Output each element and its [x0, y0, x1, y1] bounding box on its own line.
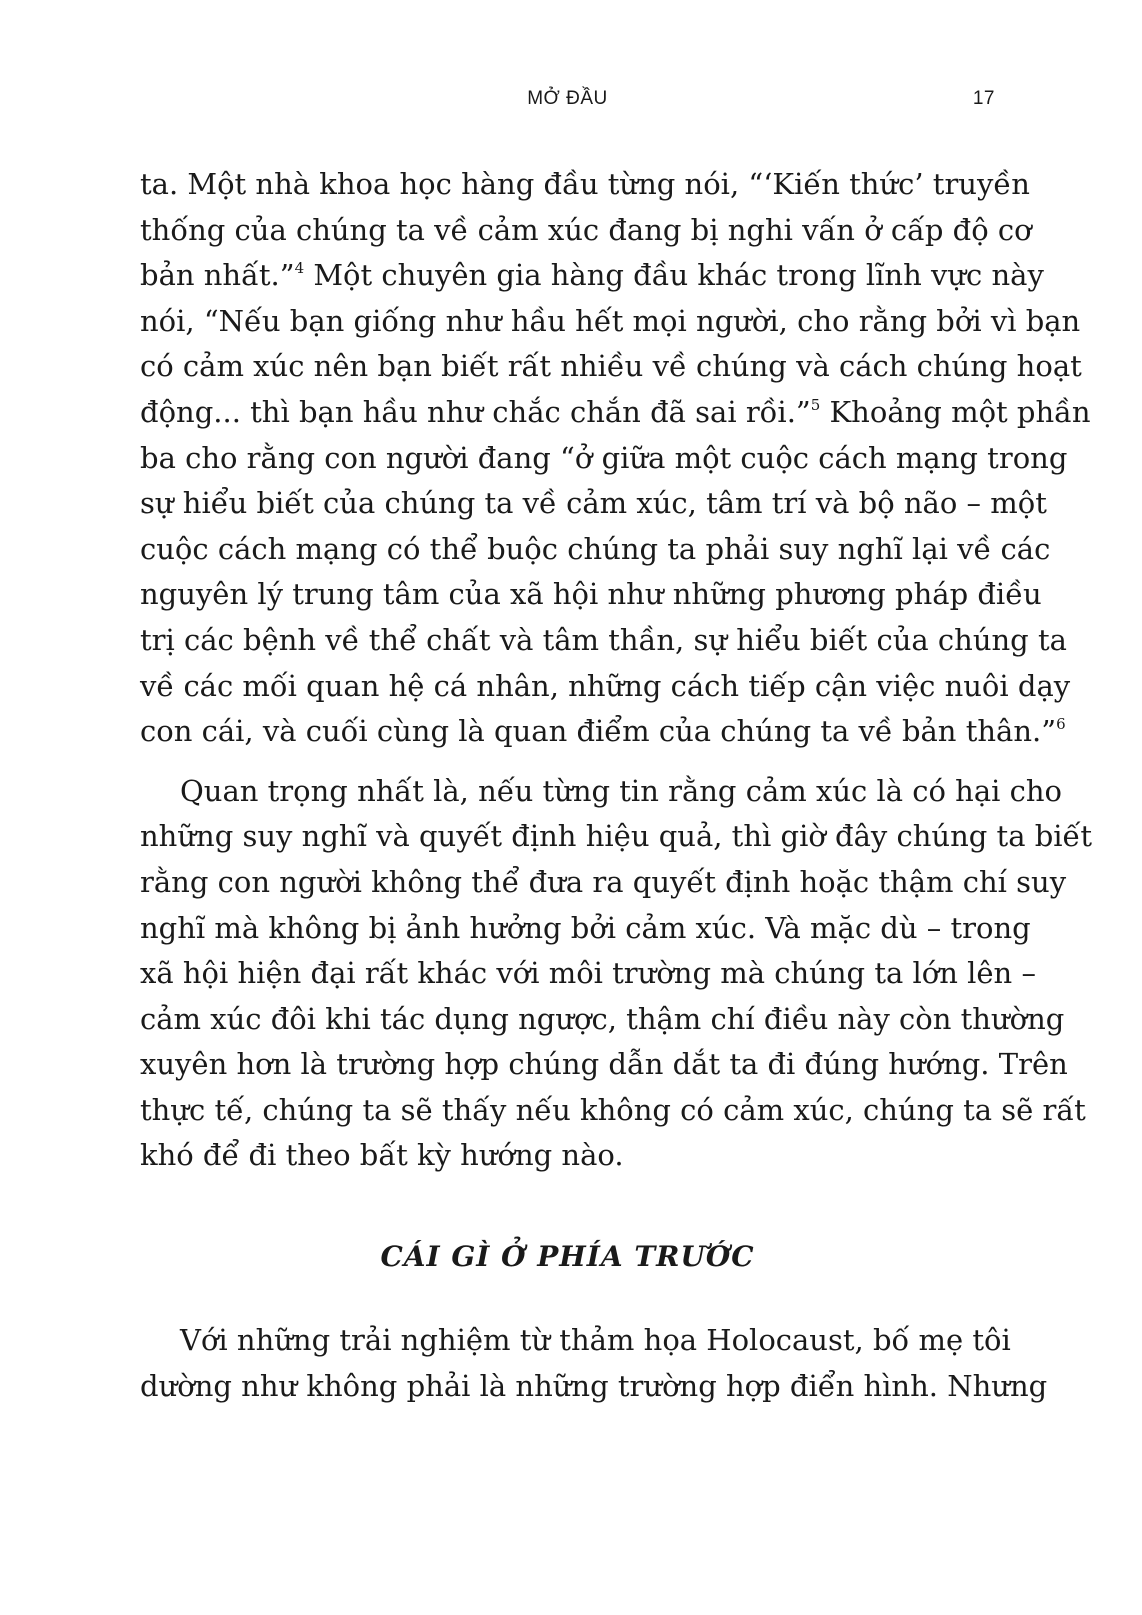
- footnote-marker: 5: [810, 395, 821, 414]
- section-heading: CÁI GÌ Ở PHÍA TRƯỚC: [380, 1240, 755, 1273]
- chapter-title: MỞ ĐẦU: [527, 88, 608, 109]
- text-line: sự hiểu biết của chúng ta về cảm xúc, tâm trí và bộ não – một: [140, 486, 1047, 521]
- text-line: thống của chúng ta về cảm xúc đang bị nghi vấn ở cấp độ cơ: [140, 212, 1032, 247]
- text-line: cảm xúc đôi khi tác dụng ngược, thậm chí điều này còn thường: [140, 1001, 1065, 1036]
- footnote-marker: 6: [1056, 715, 1066, 734]
- text-line: ba cho rằng con người đang “ở giữa một cuộc cách mạng trong: [140, 440, 1068, 475]
- text-line: [140, 390, 1091, 436]
- text-line: có cảm xúc nên bạn biết rất nhiều về chúng và cách chúng hoạt: [140, 349, 1082, 384]
- footnote-marker: 4: [294, 259, 305, 278]
- text-line: nguyên lý trung tâm của xã hội như những phương pháp điều: [140, 577, 1042, 612]
- text-fragment: động... thì bạn hầu như chắc chắn đã sai rồi.”: [140, 394, 811, 429]
- text-line: xã hội hiện đại rất khác với môi trường mà chúng ta lớn lên –: [140, 956, 1036, 991]
- text-fragment: con cái, và cuối cùng là quan điểm của chúng ta về bản thân.”: [140, 714, 1057, 749]
- text-line: Quan trọng nhất là, nếu từng tin rằng cảm xúc là có hại cho: [180, 773, 1062, 808]
- text-line: dường như không phải là những trường hợp điển hình. Nhưng: [140, 1368, 1048, 1403]
- text-line: Với những trải nghiệm từ thảm họa Holocaust, bố mẹ tôi: [180, 1323, 1011, 1357]
- text-fragment: Một chuyên gia hàng đầu khác trong lĩnh vực này: [313, 258, 1044, 293]
- text-line: ta. Một nhà khoa học hàng đầu từng nói, “‘Kiến thức’ truyền: [140, 167, 1030, 201]
- text-line: về các mối quan hệ cá nhân, những cách tiếp cận việc nuôi dạy: [140, 668, 1071, 703]
- text-line: khó để đi theo bất kỳ hướng nào.: [140, 1138, 624, 1173]
- text-fragment: Khoảng một phần: [829, 394, 1091, 429]
- text-line: [140, 253, 1044, 299]
- text-line: nghĩ mà không bị ảnh hưởng bởi cảm xúc. Và mặc dù – trong: [140, 910, 1031, 945]
- text-line: [140, 709, 1066, 755]
- text-line: nói, “Nếu bạn giống như hầu hết mọi người, cho rằng bởi vì bạn: [140, 303, 1081, 338]
- text-line: thực tế, chúng ta sẽ thấy nếu không có cảm xúc, chúng ta sẽ rất: [140, 1092, 1086, 1127]
- text-fragment: bản nhất.”: [140, 258, 295, 293]
- text-line: trị các bệnh về thể chất và tâm thần, sự hiểu biết của chúng ta: [140, 622, 1067, 657]
- text-line: rằng con người không thể đưa ra quyết định hoặc thậm chí suy: [140, 864, 1067, 899]
- text-line: những suy nghĩ và quyết định hiệu quả, thì giờ đây chúng ta biết: [140, 819, 1093, 854]
- body-text-bottom: [140, 1318, 1048, 1409]
- text-line: xuyên hơn là trường hợp chúng dẫn dắt ta đi đúng hướng. Trên: [140, 1047, 1068, 1082]
- page-number: 17: [972, 88, 995, 109]
- text-line: cuộc cách mạng có thể buộc chúng ta phải suy nghĩ lại về các: [140, 531, 1051, 566]
- running-header: [140, 88, 995, 118]
- body-text-top: [140, 162, 1093, 1179]
